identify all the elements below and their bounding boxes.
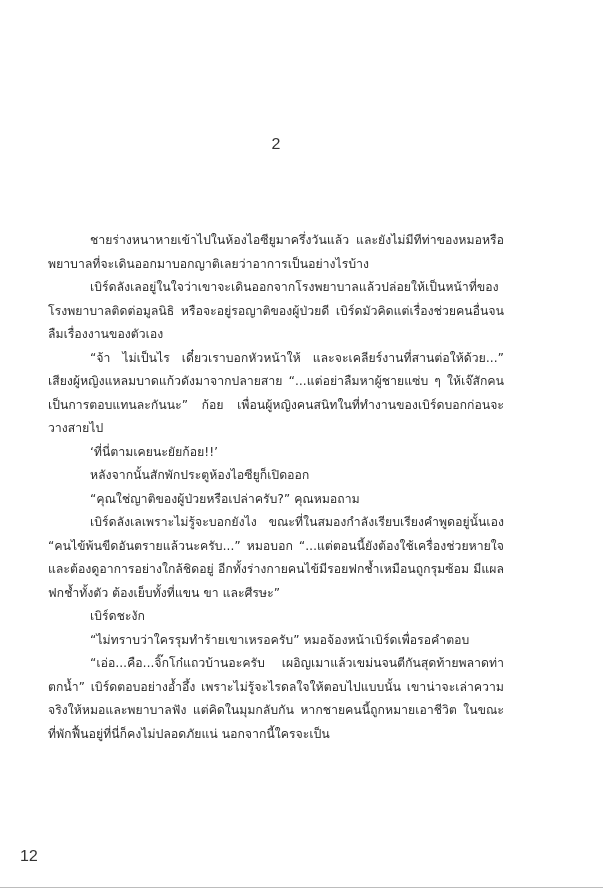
paragraph: “ไม่ทราบว่าใครรุมทำร้ายเขาเหรอครับ” หมอจ้องหน้าเบิร์ดเพื่อรอคำตอบ — [90, 632, 470, 647]
bottom-divider — [0, 887, 603, 888]
paragraph: เบิร์ดชะงัก — [90, 609, 145, 623]
paragraph: ‘ที่นี่ตามเคยนะยัยก้อย!!’ — [90, 444, 219, 459]
paragraph: เบิร์ดลังเลอยู่ในใจว่าเขาจะเดินออกจากโรงพยาบาลแล้วปล่อยให้เป็นหน้าที่ของโรงพยาบาลติดต่อมูลนิธิ หรือจะอยู่รอญาติของผู้ป่วยดี เบิร์ดมัวคิดแต่เรื่องช่วยคนอื่นจนลืมเรื่องงานของตัวเอง — [48, 280, 504, 341]
paragraph: “คุณใช่ญาติของผู้ป่วยหรือเปล่าครับ?” คุณหมอถาม — [90, 491, 360, 506]
paragraph: หลังจากนั้นสักพักประตูห้องไอซียูก็เปิดออก — [90, 468, 310, 482]
body-text — [48, 229, 504, 746]
paragraph: ชายร่างหนาหายเข้าไปในห้องไอซียูมาครึ่งวันแล้ว และยังไม่มีทีท่าของหมอหรือพยาบาลที่จะเดินออกมาบอกญาติเลยว่าอาการเป็นอย่างไรบ้าง — [48, 233, 504, 271]
chapter-number: 2 — [271, 136, 281, 153]
paragraph: “จ้า ไม่เป็นไร เดี๋ยวเราบอกหัวหน้าให้ และจะเคลียร์งานที่สานต่อให้ด้วย...” เสียงผู้หญิงแหลมบาดแก้วดังมาจากปลายสาย “...แต่อย่าลืมหาผู้ชายแซ่บ ๆ ให้เจ๊สักคนเป็นการตอบแทนละกันนะ” ก้อย เพื่อนผู้หญิงคนสนิทในที่ทำงานของเบิร์ดบอกก่อนจะวางสายไป — [48, 350, 504, 435]
paragraph: เบิร์ดลังเลเพราะไม่รู้จะบอกยังไง ขณะที่ในสมองกำลังเรียบเรียงคำพูดอยู่นั้นเอง “คนไข้พ้นขีดอันตรายแล้วนะครับ...” หมอบอก “...แต่ตอนนี้ยังต้องใช้เครื่องช่วยหายใจและต้องดูอาการอย่างใกล้ชิดอยู่ อีกทั้งร่างกายคนไข้มีรอยฟกช้ำเหมือนถูกรุมซ้อม มีแผลฟกช้ำทั้งตัว ต้องเย็บทั้งที่แขน ขา และศีรษะ” — [48, 515, 504, 600]
paragraph: “เอ่อ...คือ...จิ๊กโก๋แถวบ้านอะครับ เผอิญเมาแล้วเขม่นจนตีกันสุดท้ายพลาดท่าตกน้ำ” เบิร์ดตอบอย่างอ้ำอึ้ง เพราะไม่รู้จะไรดลใจให้ตอบไปแบบนั้น เขาน่าจะเล่าความจริงให้หมอและพยาบาลฟัง แต่คิดในมุมกลับกัน หากชายคนนี้ถูกหมายเอาชีวิต ในขณะที่พักฟื้นอยู่ที่นี่ก็คงไม่ปลอดภัยแน่ นอกจากนี้ใครจะเป็น — [48, 656, 504, 741]
page-folio: 12 — [20, 848, 38, 865]
